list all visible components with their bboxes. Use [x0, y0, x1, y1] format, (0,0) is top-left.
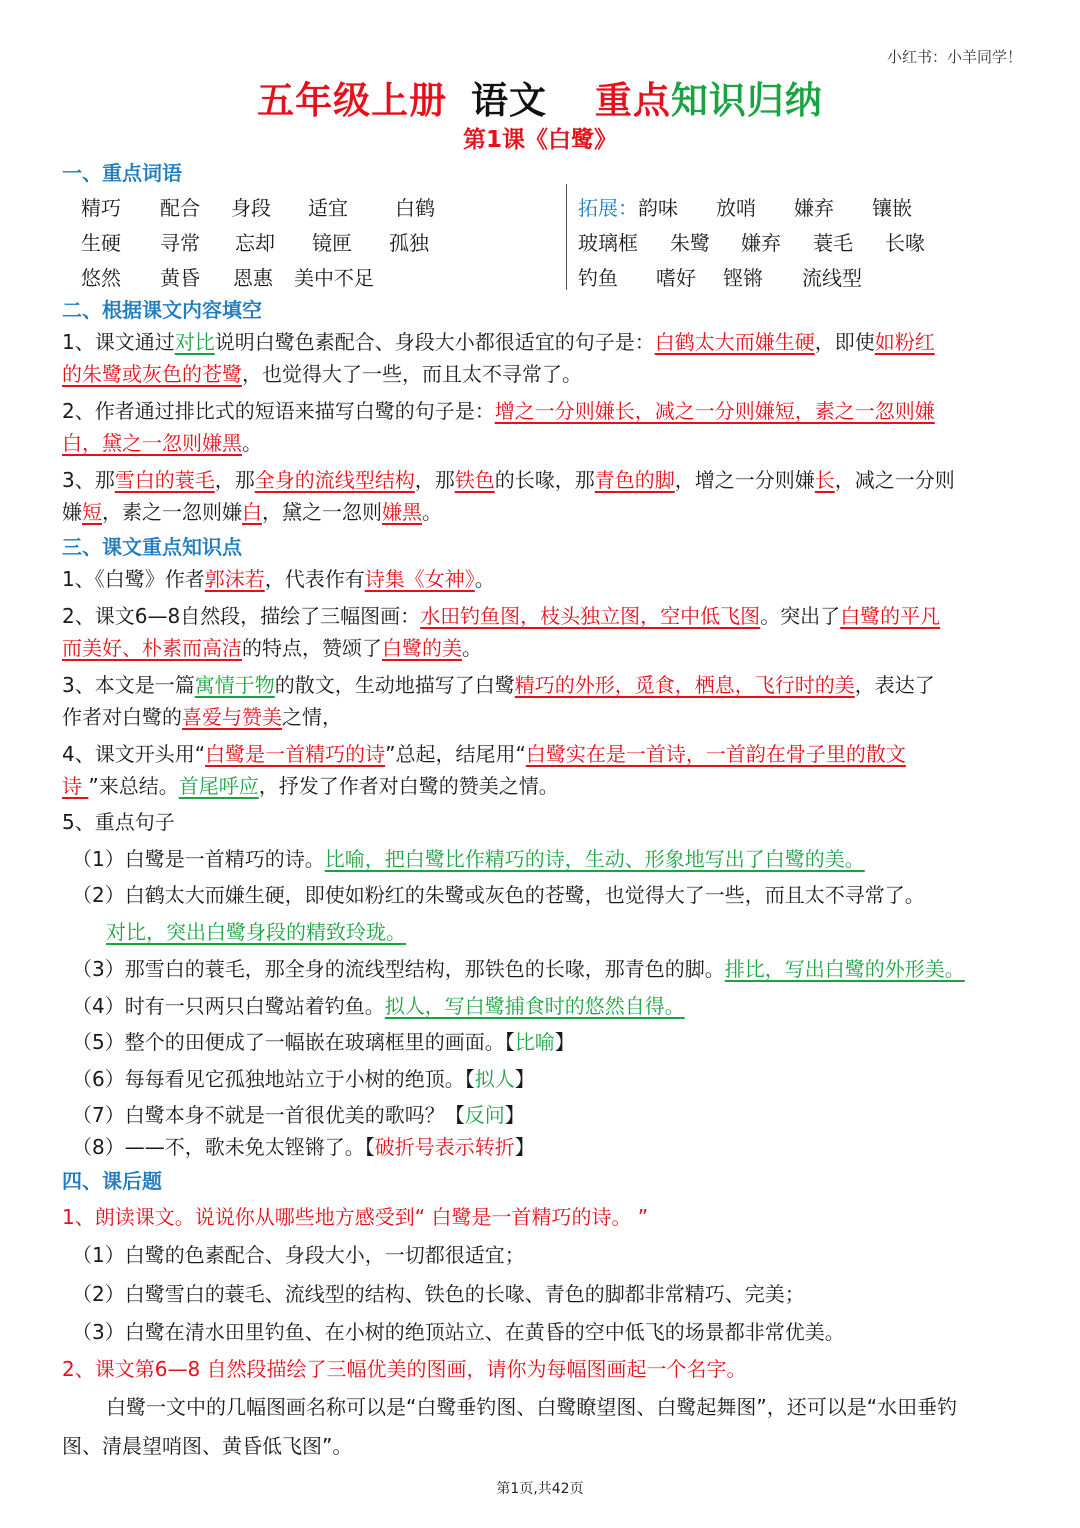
vocab-word: 嗜好 — [656, 266, 696, 290]
vocab-word: 悠然 — [81, 266, 121, 290]
lesson-title: 第1课《白鹭》 — [462, 127, 617, 153]
vocab-word: 玻璃框 — [578, 231, 638, 255]
sentence-2-note: 对比，突出白鹭身段的精致玲珑。 — [106, 920, 406, 944]
vocab-word: 长喙 — [885, 231, 925, 255]
vocab-word: 嫌弃 — [794, 196, 834, 220]
sentence-2: （2）白鹤太大而嫌生硬，即使如粉红的朱鹭或灰色的苍鹭，也觉得大了一些，而且太不寻常了。 — [72, 883, 925, 907]
page-number: 第1页,共42页 — [496, 1481, 584, 1497]
fill-q1-line2: 的朱鹭或灰色的苍鹭，也觉得大了一些，而且太不寻常了。 — [62, 362, 582, 386]
sentence-4: （4）时有一只两只白鹭站着钓鱼。拟人，写白鹭捕食时的悠然自得。 — [72, 994, 685, 1018]
exercise-1-answer-1: （1）白鹭的色素配合、身段大小，一切都很适宜； — [72, 1243, 525, 1267]
vocab-word: 放哨 — [716, 196, 756, 220]
vocab-word: 镶嵌 — [872, 196, 912, 220]
vocab-word: 身段 — [231, 196, 271, 220]
vocab-table — [0, 192, 1080, 302]
exercise-1-answer-2: （2）白鹭雪白的蓑毛、流线型的结构、铁色的长喙、青色的脚都非常精巧、完美； — [72, 1282, 805, 1306]
vocab-word: 忘却 — [235, 231, 275, 255]
section-heading-2: 二、根据课文内容填空 — [62, 298, 262, 322]
title-key: 重点 — [594, 79, 671, 122]
vocab-word: 精巧 — [81, 196, 121, 220]
fill-q2-line2: 白，黛之一忽则嫌黑。 — [62, 431, 262, 455]
fill-q2-line1: 2、作者通过排比式的短语来描写白鹭的句子是：增之一分则嫌长，减之一分则嫌短，素之一忽则嫌 — [62, 399, 935, 423]
vocab-word: 朱鹭 — [670, 231, 710, 255]
knowledge-5: 5、重点句子 — [62, 810, 175, 834]
fill-q1-line1: 1、课文通过对比说明白鹭色素配合、身段大小都很适宜的句子是：白鹤太大而嫌生硬，即使如粉红 — [62, 330, 935, 354]
exercise-2-question: 2、课文第6—8 自然段描绘了三幅优美的图画，请你为每幅图画起一个名字。 — [62, 1357, 747, 1381]
title-grade: 五年级上册 — [257, 79, 448, 122]
sentence-7: （7）白鹭本身不就是一首很优美的歌吗？【反问】 — [72, 1103, 525, 1127]
section-heading-1: 一、重点词语 — [62, 161, 182, 185]
sentence-8: （8）——不，歌未免太铿锵了。【破折号表示转折】 — [72, 1135, 535, 1159]
exercise-1-question: 1、朗读课文。说说你从哪些地方感受到“ 白鹭是一首精巧的诗。 ” — [62, 1205, 649, 1229]
vocab-word: 孤独 — [389, 231, 429, 255]
extension-label: 拓展： — [578, 196, 638, 220]
title-summary: 知识归纳 — [670, 79, 823, 122]
exercise-2-answer-line1: 白鹭一文中的几幅图画名称可以是“白鹭垂钓图、白鹭瞭望图、白鹭起舞图”，还可以是“水田垂钓 — [106, 1395, 958, 1419]
exercise-2-answer-line2: 图、清晨望哨图、黄昏低飞图”。 — [62, 1434, 353, 1458]
watermark: 小红书：小羊同学！ — [886, 48, 1022, 66]
fill-q3-line1: 3、那雪白的蓑毛，那全身的流线型结构，那铁色的长喙，那青色的脚，增之一分则嫌长，减之一分则 — [62, 468, 955, 492]
sentence-1: （1）白鹭是一首精巧的诗。比喻，把白鹭比作精巧的诗，生动、形象地写出了白鹭的美。 — [72, 847, 865, 871]
exercise-1-answer-3: （3）白鹭在清水田里钓鱼、在小树的绝顶站立、在黄昏的空中低飞的场景都非常优美。 — [72, 1320, 845, 1344]
sentence-5: （5）整个的田便成了一幅嵌在玻璃框里的画面。【比喻】 — [72, 1030, 575, 1054]
vocab-word: 流线型 — [802, 266, 862, 290]
vocab-word: 适宜 — [308, 196, 348, 220]
sentence-3: （3）那雪白的蓑毛，那全身的流线型结构，那铁色的长喙，那青色的脚。排比，写出白鹭的外形美。 — [72, 957, 965, 981]
section-heading-4: 四、课后题 — [62, 1169, 162, 1193]
vocab-word: 生硬 — [81, 231, 121, 255]
vocab-word: 蓑毛 — [813, 231, 853, 255]
vocab-word: 黄昏 — [160, 266, 200, 290]
vocab-word: 镜匣 — [312, 231, 352, 255]
vocab-word: 美中不足 — [294, 266, 374, 290]
vocab-word: 铿锵 — [723, 266, 763, 290]
knowledge-1: 1、《白鹭》作者郭沫若，代表作有诗集《女神》。 — [62, 567, 495, 591]
vocab-word: 白鹤 — [395, 196, 435, 220]
knowledge-4-line2: 诗 ”来总结。首尾呼应，抒发了作者对白鹭的赞美之情。 — [62, 774, 559, 798]
title-subject: 语文 — [471, 79, 547, 122]
vocab-word: 钓鱼 — [578, 266, 618, 290]
knowledge-2-line1: 2、课文6—8自然段，描绘了三幅图画：水田钓鱼图，枝头独立图，空中低飞图。突出了白鹭的平凡 — [62, 604, 941, 628]
vocab-word: 寻常 — [160, 231, 200, 255]
fill-q3-line2: 嫌短，素之一忽则嫌白，黛之一忽则嫌黑。 — [62, 500, 442, 524]
section-heading-3: 三、课文重点知识点 — [62, 535, 242, 559]
knowledge-3-line2: 作者对白鹭的喜爱与赞美之情， — [62, 705, 342, 729]
vocab-word: 配合 — [160, 196, 200, 220]
knowledge-2-line2: 而美好、朴素而高洁的特点，赞颂了白鹭的美。 — [62, 636, 482, 660]
vocab-word: 恩惠 — [233, 266, 273, 290]
sentence-6: （6）每每看见它孤独地站立于小树的绝顶。【拟人】 — [72, 1067, 535, 1091]
vocab-word: 嫌弃 — [741, 231, 781, 255]
vocab-word: 韵味 — [638, 196, 678, 220]
knowledge-3-line1: 3、本文是一篇寓情于物的散文，生动地描写了白鹭精巧的外形，觅食，栖息，飞行时的美，表达了 — [62, 673, 935, 697]
knowledge-4-line1: 4、课文开头用“白鹭是一首精巧的诗”总起，结尾用“白鹭实在是一首诗，一首韵在骨子里的散文 — [62, 742, 906, 766]
page-title — [0, 70, 1080, 124]
vocab-divider — [566, 184, 567, 290]
